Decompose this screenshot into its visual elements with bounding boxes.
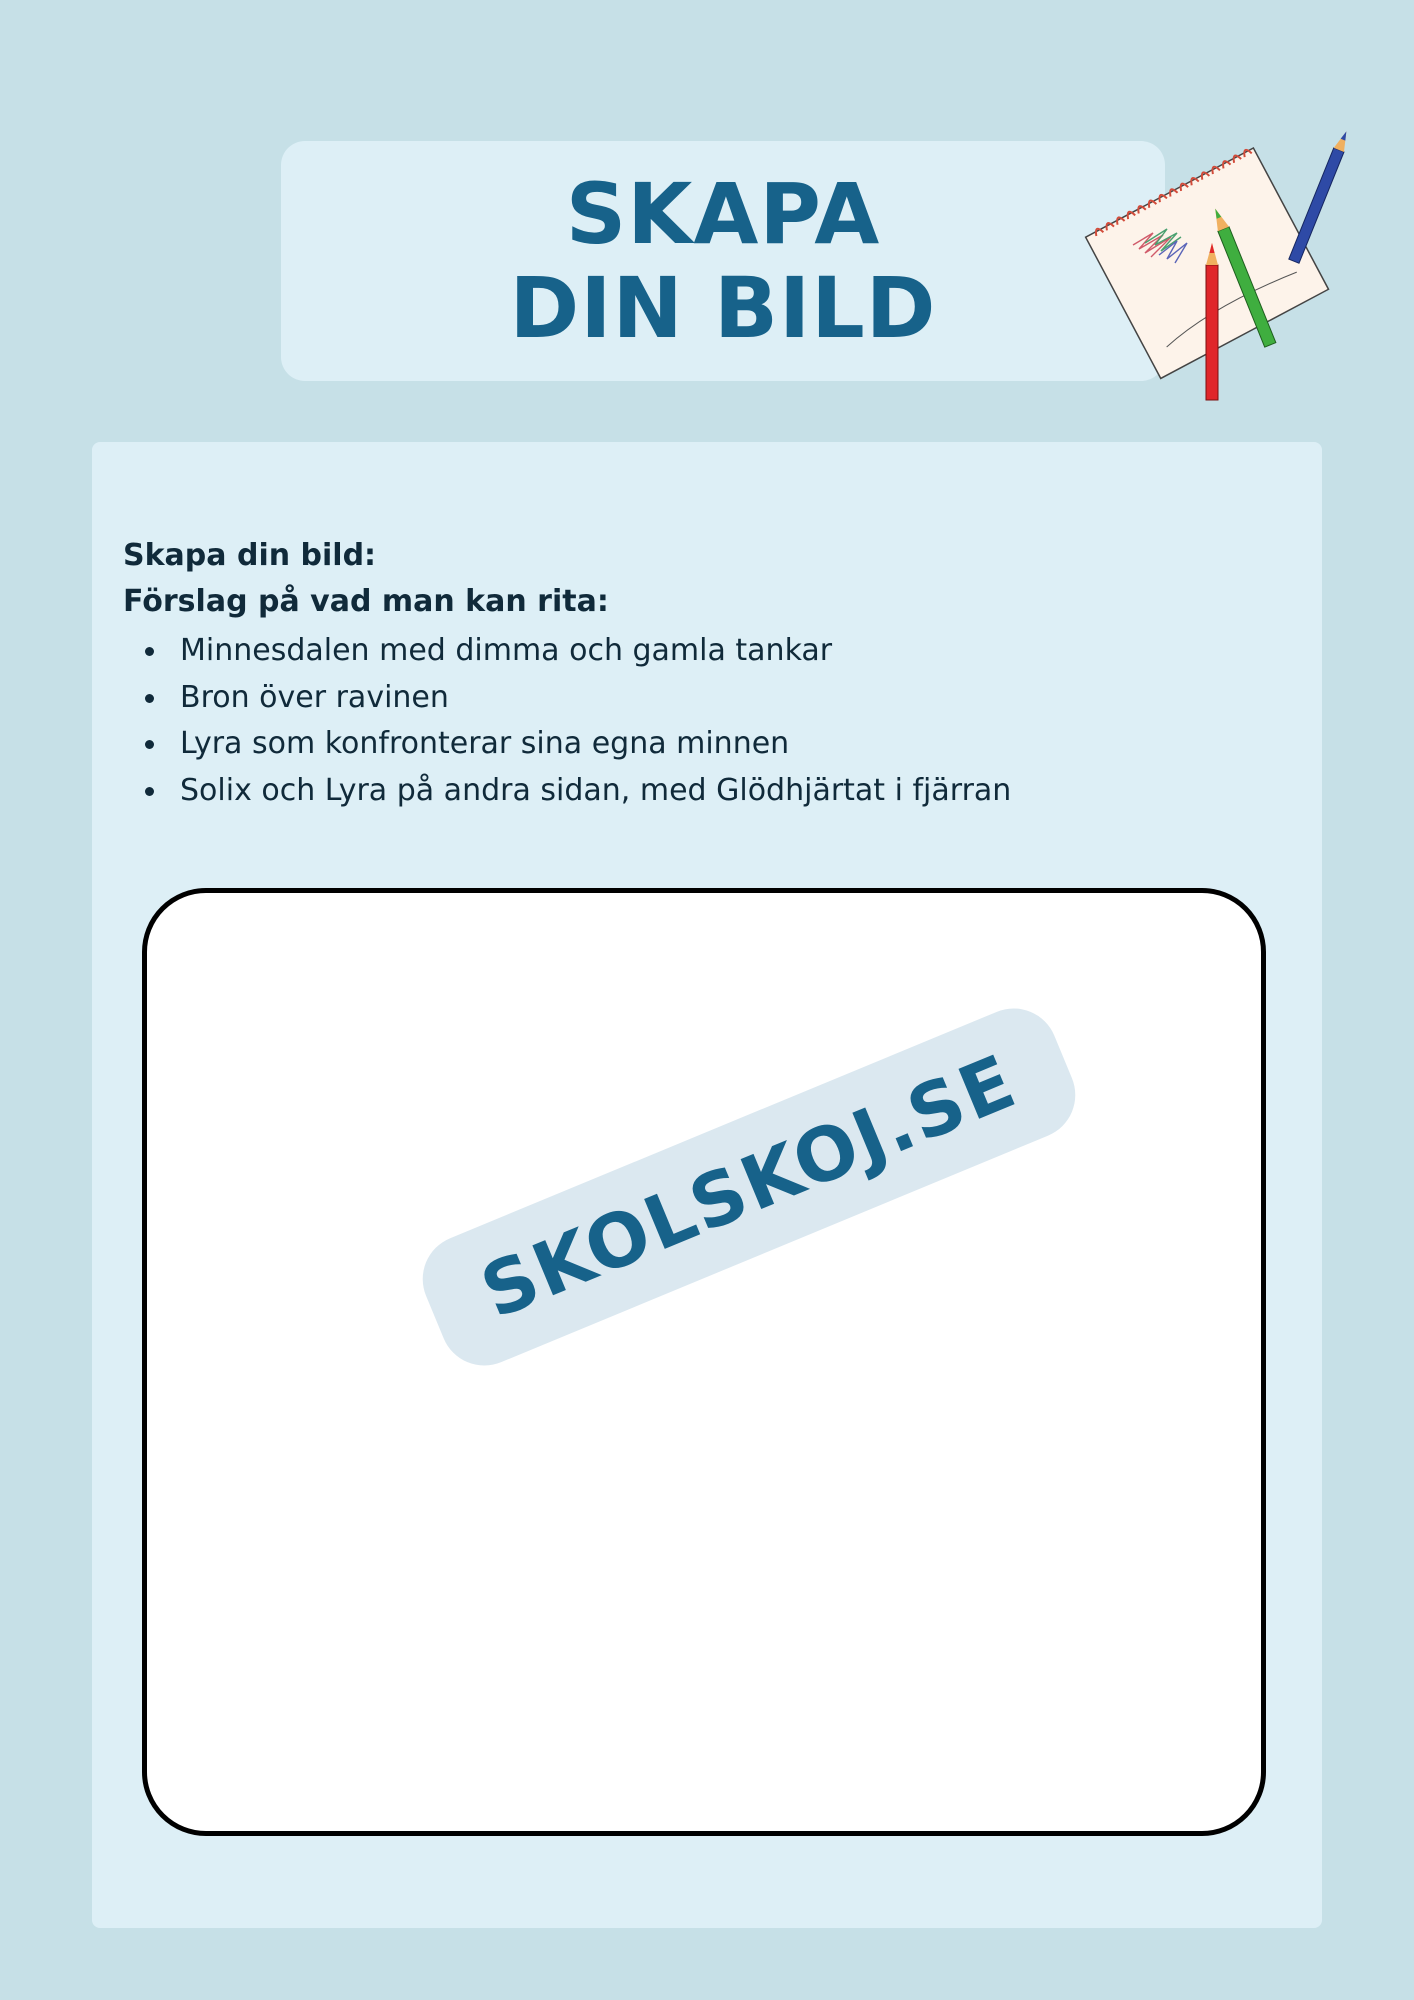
section-heading: Skapa din bild: [123,538,377,573]
bullet-icon [145,787,154,796]
list-item [123,721,1011,768]
bullet-icon [145,694,154,703]
list-item-text: Solix och Lyra på andra sidan, med Glödhjärtat i fjärran [180,772,1012,808]
sketchpad-pencils-icon [1075,115,1375,415]
page-title-line-1: SKAPA [565,165,881,263]
list-item-text: Lyra som konfronterar sina egna minnen [180,726,790,761]
drawing-area[interactable] [142,888,1266,1836]
title-banner [281,141,1165,381]
bullet-icon [145,740,154,749]
watermark-text: SKOLSKOJ.SE [469,1038,1029,1336]
page-title-line-2: DIN BILD [509,259,937,357]
suggestion-list [123,628,1011,814]
bullet-icon [145,647,154,656]
suggestions-heading: Förslag på vad man kan rita: [123,584,609,619]
list-item-text: Minnesdalen med dimma och gamla tankar [180,633,833,668]
list-item [123,628,1011,675]
list-item-text: Bron över ravinen [180,679,449,715]
list-item [123,768,1011,815]
list-item [123,675,1011,722]
